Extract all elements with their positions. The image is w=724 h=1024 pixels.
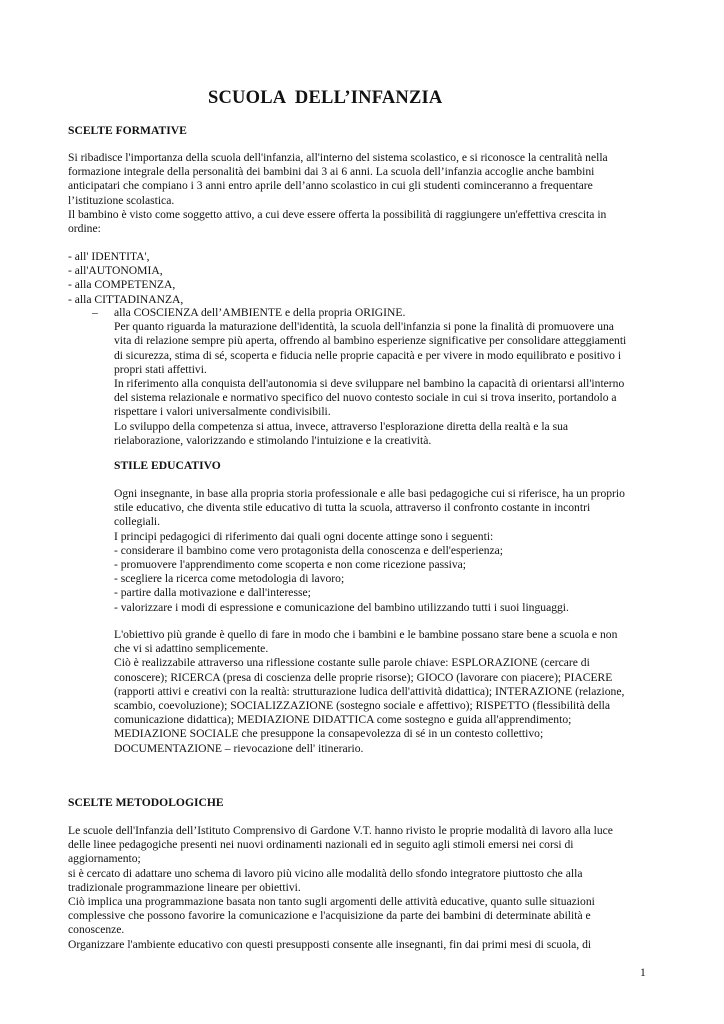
list-item: alla COSCIENZA dell’AMBIENTE e della propria ORIGINE. [114, 306, 406, 319]
text-line: I principi pedagogici di riferimento dai quali ogni docente attinge sono i seguenti: [114, 529, 494, 543]
text-line: conoscere); RICERCA (presa di coscienza delle proprie risorse); GIOCO (lavorare con piacere); PIACERE [114, 670, 613, 684]
indented-paragraph [114, 306, 654, 448]
heading-stile-educativo: STILE EDUCATIVO [114, 459, 221, 472]
text-line: L'obiettivo più grande è quello di fare in modo che i bambini e le bambine possano stare bene a scuola e non [114, 628, 618, 641]
text-line: complessive che possono favorire la comunicazione e l'acquisizione da parte dei bambini di determinate abilità e [68, 909, 591, 923]
text-line: - scegliere la ricerca come metodologia di lavoro; [114, 572, 345, 586]
text-line: scambio, coevoluzione); SOCIALIZZAZIONE (sostegno sociale e affettivo); RISPETTO (flessibilità della [114, 699, 611, 713]
list-item: - alla CITTADINANZA, [68, 292, 184, 306]
text-line: MEDIAZIONE SOCIALE che presuppone la consapevolezza di sé in un contesto collettivo; [114, 727, 544, 741]
text-line: ordine: [68, 222, 101, 236]
objectives-list [68, 250, 183, 307]
text-line: - considerare il bambino come vero protagonista della conoscenza e dell'esperienza; [114, 543, 504, 557]
text-line: comunicazione didattica); MEDIAZIONE DIDATTICA come sostegno e guida all'apprendimento; [114, 713, 572, 727]
text-line: che vi si adattino semplicemente. [114, 642, 269, 656]
heading-scelte-formative: SCELTE FORMATIVE [68, 124, 187, 137]
text-line: Ciò implica una programmazione basata non tanto sugli argomenti delle attività educative, quanto sulle situazioni [68, 895, 595, 909]
dash-bullet: – [92, 306, 98, 319]
text-line: l’istituzione scolastica. [68, 193, 175, 207]
stile-paragraph-2 [114, 628, 654, 756]
text-line: delle linee pedagogiche presenti nei nuovi ordinamenti nazionali ed in seguito agli stimoli emersi nei corsi di [68, 838, 574, 852]
text-line: collegiali. [114, 515, 161, 529]
text-line: Le scuole dell'Infanzia dell’Istituto Comprensivo di Gardone V.T. hanno rivisto le proprie modalità di lavoro alla luce [68, 824, 613, 837]
text-line: tradizionale programmazione lineare per obiettivi. [68, 880, 301, 894]
text-line: Ogni insegnante, in base alla propria storia professionale e alle basi pedagogiche cui si riferisce, ha un proprio [114, 487, 625, 500]
text-line: - valorizzare i modi di espressione e comunicazione del bambino utilizzando tutti i suoi linguaggi. [114, 600, 569, 614]
text-line: si è cercato di adattare uno schema di lavoro più vicino alle modalità dello sfondo integratore piuttosto che alla [68, 866, 583, 880]
metodologie-paragraph [68, 824, 668, 952]
page-title: SCUOLA DELL’INFANZIA [208, 88, 443, 108]
text-line: del sistema relazionale e normativo specifico del nuovo contesto sociale in cui si trova inserito, portandolo a [114, 391, 617, 405]
text-line: - promuovere l'apprendimento come scoperta e non come ricezione passiva; [114, 558, 467, 572]
text-line: Si ribadisce l'importanza della scuola dell'infanzia, all'interno del sistema scolastico, e si riconosce la centralità nella [68, 151, 608, 164]
list-item: - alla COMPETENZA, [68, 278, 176, 292]
text-line: stile educativo, che diventa stile educativo di tutta la scuola, attraverso il confronto costante in incontri [114, 501, 591, 515]
text-line: Organizzare l'ambiente educativo con questi presupposti consente alle insegnanti, fin dai primi mesi di scuola, di [68, 937, 592, 951]
list-item: - all'AUTONOMIA, [68, 264, 163, 278]
text-line: Lo sviluppo della competenza si attua, invece, attraverso l'esplorazione diretta della realtà e la sua [114, 419, 569, 433]
text-line: conoscenze. [68, 923, 125, 937]
stile-paragraph-1 [114, 487, 654, 615]
text-line: Ciò è realizzabile attraverso una riflessione costante sulle parole chiave: ESPLORAZIONE (cercare di [114, 656, 590, 670]
text-line: anticipatari che compiano i 3 anni entro aprile dell’anno scolastico in cui gli studenti cominceranno a frequentare [68, 179, 593, 193]
text-line: rispettare i valori universalmente condivisibili. [114, 405, 331, 419]
intro-paragraph [68, 151, 658, 236]
list-item: - all' IDENTITA', [68, 250, 150, 263]
heading-scelte-metodologiche: SCELTE METODOLOGICHE [68, 796, 224, 809]
text-line: In riferimento alla conquista dell'autonomia si deve sviluppare nel bambino la capacità di orientarsi all'interno [114, 377, 625, 391]
text-line: aggiornamento; [68, 852, 141, 866]
text-line: - partire dalla motivazione e dall'interesse; [114, 586, 311, 600]
text-line: Il bambino è visto come soggetto attivo, a cui deve essere offerta la possibilità di raggiungere un'effettiva crescita in [68, 207, 607, 221]
text-line: di sicurezza, stima di sé, scoperta e fiducia nelle proprie capacità e per vivere in modo equilibrato e positivo i [114, 348, 622, 362]
text-line: (rapporti attivi e creativi con la realtà: strutturazione ludica dell'attività didattica); INTERAZIONE (relazione, [114, 684, 625, 698]
text-line: DOCUMENTAZIONE – rievocazione dell' itinerario. [114, 741, 364, 755]
text-line: propri stati affettivi. [114, 362, 207, 376]
text-line: Per quanto riguarda la maturazione dell'identità, la scuola dell'infanzia si pone la finalità di promuovere una [114, 320, 614, 334]
page-number: 1 [640, 966, 646, 979]
text-line: rielaborazione, valorizzando e stimolando l'intuizione e la creatività. [114, 433, 432, 447]
text-line: formazione integrale della personalità dei bambini dai 3 ai 6 anni. La scuola dell’infanzia accoglie anche bambini [68, 165, 595, 179]
text-line: vita di relazione sempre più aperta, offrendo al bambino esperienze significative per consolidare atteggiamenti [114, 334, 627, 348]
